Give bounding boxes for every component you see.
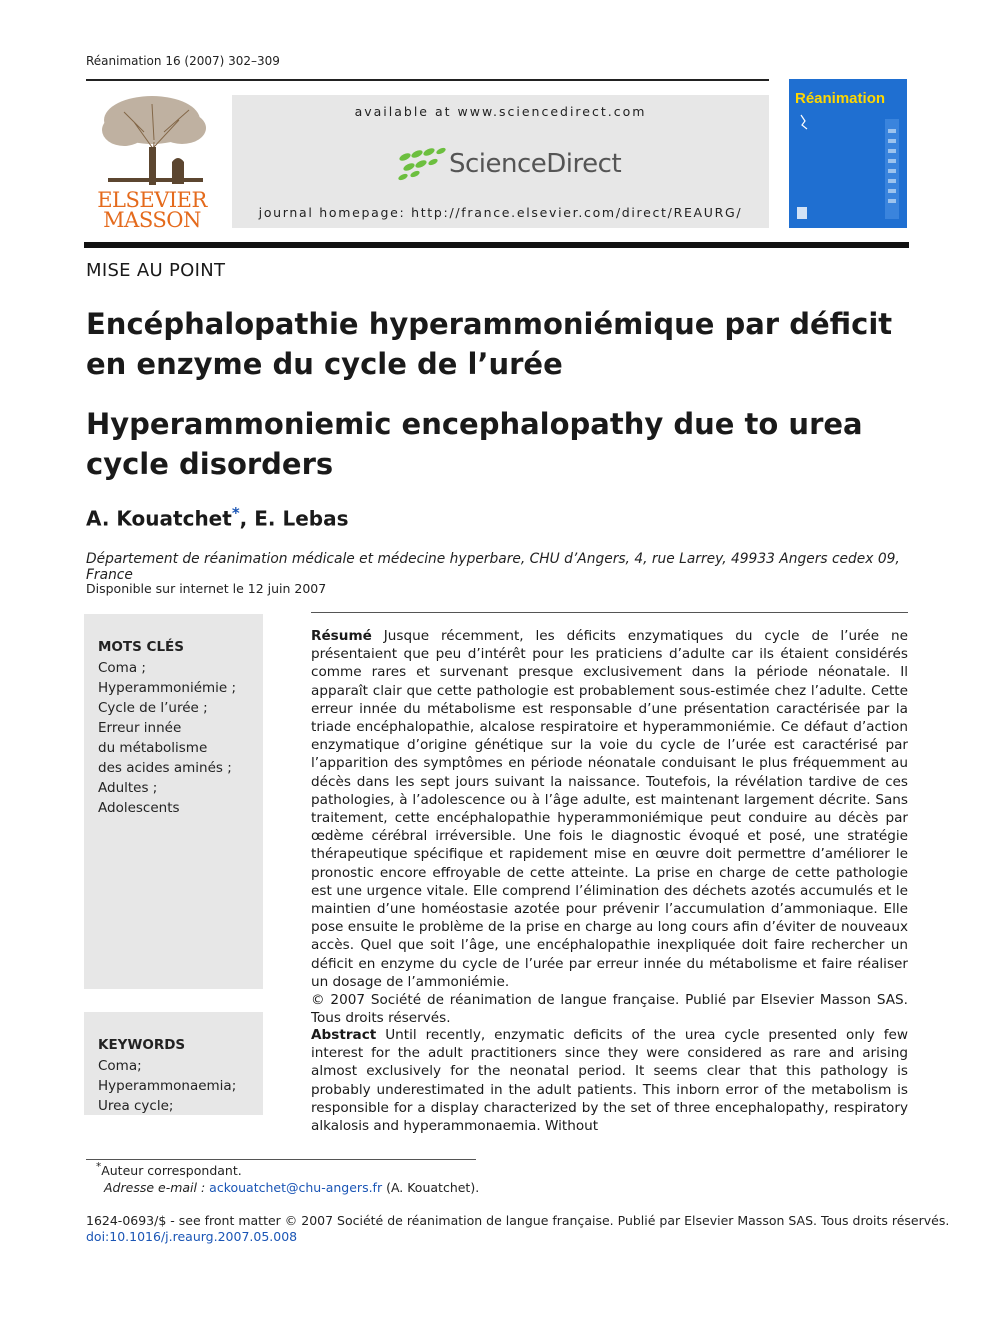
keyword-line: Hyperammonaemia; — [98, 1078, 237, 1094]
keyword-line: Adultes ; — [98, 780, 158, 796]
title-top-rule — [84, 242, 909, 248]
keywords-fr-list — [98, 658, 236, 818]
keywords-en-heading: KEYWORDS — [98, 1037, 186, 1053]
email-suffix: (A. Kouatchet). — [382, 1180, 480, 1195]
resume-text: Jusque récemment, les déficits enzymatiques du cycle de l’urée ne présentaient que peu d’intérêt pour les praticiens d’adulte car ils étaient considérés comme rares et survenant presque exclusivement dans la période néonatale. Il apparaît clair que cette pathologie est probablement sous-estimée chez l’adulte. Cette erreur innée du métabolisme est responsable d’une présentation caractérisée par la triade encéphalopathie, alcalose respiratoire et hyperammoniémie. Ce défaut d’action enzymatique d’origine génétique sur la voie du cycle de l’urée est caractérisé par l’apparition des symptômes en période néonatale conduisant le plus fréquemment au décès dans les sept jours suivant la naissance. Toutefois, la révélation tardive de ces pathologies, à l’adolescence ou à l’âge adulte, est maintenant largement décrite. Sans traitement, cette encéphalopathie hyperammoniémique peut conduire au décès par œdème cérébral irréversible. Une fois le diagnostic évoqué et posé, une stratégie thérapeutique spécifique et rapidement mise en œuvre doit permettre d’améliorer le pronostic encore effroyable de cette atteinte. La prise en charge de cette pathologie est une urgence vitale. Elle comprend l’élimination des déchets azotés accumulés et le maintien d’une homéostasie azotée pour prévenir l’accumulation d’ammoniaque. Elle pose ensuite le problème de la prise en charge au long cours afin d’éviter de nouveaux accès. Quel que soit l’âge, une encéphalopathie inexpliquée doit faire rechercher un déficit en enzyme du cycle de l’urée par erreur innée du métabolisme et faire réaliser un dosage de l’ammoniémie. — [311, 628, 908, 990]
footnote-email — [104, 1180, 479, 1195]
front-matter-line: 1624-0693/$ - see front matter © 2007 Société de réanimation de langue française. Publié par Elsevier Masson SAS. Tous droits réservés. — [86, 1213, 950, 1228]
footnote-corresponding — [96, 1161, 242, 1178]
keyword-line: Cycle de l’urée ; — [98, 700, 208, 716]
keywords-en-box — [84, 1012, 263, 1115]
doi-link[interactable]: doi:10.1016/j.reaurg.2007.05.008 — [86, 1229, 298, 1244]
footnote-rule — [86, 1159, 476, 1160]
abstract-top-rule — [311, 612, 908, 613]
publisher-name-line1: ELSEVIER — [97, 188, 207, 212]
author-list — [86, 504, 348, 531]
keyword-line: Hyperammoniémie ; — [98, 680, 237, 696]
online-date: Disponible sur internet le 12 juin 2007 — [86, 581, 327, 596]
keyword-line: Urea cycle; — [98, 1098, 174, 1114]
author-name: E. Lebas — [254, 506, 349, 531]
email-label: Adresse e-mail : — [104, 1180, 206, 1195]
footnote-mark: * — [96, 1161, 102, 1173]
keyword-line: des acides aminés ; — [98, 760, 232, 776]
journal-homepage-text[interactable]: journal homepage: http://france.elsevier.com/direct/REAURG/ — [258, 205, 743, 220]
title-french: Encéphalopathie hyperammoniémique par déficit en enzyme du cycle de l’urée — [86, 307, 893, 381]
abstract-text: Until recently, enzymatic deficits of the urea cycle presented only few interest for the adult practitioners since they were considered as rare and arising almost exclusively for the neonatal period. It seems clear that this pathology is probably underestimated in the adult patients. This inborn error of the metabolism is responsible for a display characterized by the set of three encephalopathy, respiratory alkalosis and hyperammonaemia. Without — [311, 1027, 908, 1135]
title-english: Hyperammoniemic encephalopathy due to urea cycle disorders — [86, 407, 863, 481]
email-link[interactable]: ackouatchet@chu-angers.fr — [209, 1180, 383, 1195]
keywords-fr-box — [84, 614, 263, 989]
journal-citation: Réanimation 16 (2007) 302–309 — [86, 54, 280, 68]
keyword-line: Coma; — [98, 1058, 142, 1074]
keyword-line: Adolescents — [98, 800, 180, 816]
section-label: MISE AU POINT — [86, 260, 226, 281]
affiliation: Département de réanimation médicale et médecine hyperbare, CHU d’Angers, 4, rue Larrey, 49933 Angers cedex 09, France — [86, 551, 900, 583]
header-rule — [86, 79, 769, 81]
available-at-text[interactable]: available at www.sciencedirect.com — [354, 104, 647, 119]
elsevier-masson-logo[interactable] — [86, 92, 218, 232]
cover-decoration-icon — [789, 79, 907, 228]
keyword-line: Coma ; — [98, 660, 146, 676]
resume-copyright: © 2007 Société de réanimation de langue française. Publié par Elsevier Masson SAS. Tous droits réservés. — [311, 992, 908, 1027]
keywords-en-list — [98, 1056, 236, 1116]
author-separator: , — [239, 506, 255, 531]
abstract-label: Abstract — [311, 1027, 377, 1043]
publisher-name-line2: MASSON — [103, 208, 201, 232]
footnote-corresponding-text: Auteur correspondant. — [101, 1163, 242, 1179]
keywords-fr-heading: MOTS CLÉS — [98, 639, 184, 655]
keyword-line: Erreur innée — [98, 720, 182, 736]
abstract-paragraph — [311, 1026, 908, 1135]
resume-paragraph — [311, 627, 908, 1027]
keyword-line: du métabolisme — [98, 740, 208, 756]
resume-label: Résumé — [311, 628, 372, 644]
corresponding-author-mark[interactable]: * — [231, 504, 240, 522]
sciencedirect-wordmark: ScienceDirect — [449, 149, 622, 179]
sciencedirect-logo[interactable] — [397, 145, 622, 185]
sciencedirect-leaves-icon — [397, 147, 447, 181]
cover-title: Réanimation — [795, 90, 886, 107]
sciencedirect-banner — [232, 95, 769, 228]
author-name: A. Kouatchet — [86, 506, 232, 531]
journal-cover-thumbnail[interactable] — [789, 79, 907, 228]
elsevier-tree-icon — [94, 92, 212, 188]
